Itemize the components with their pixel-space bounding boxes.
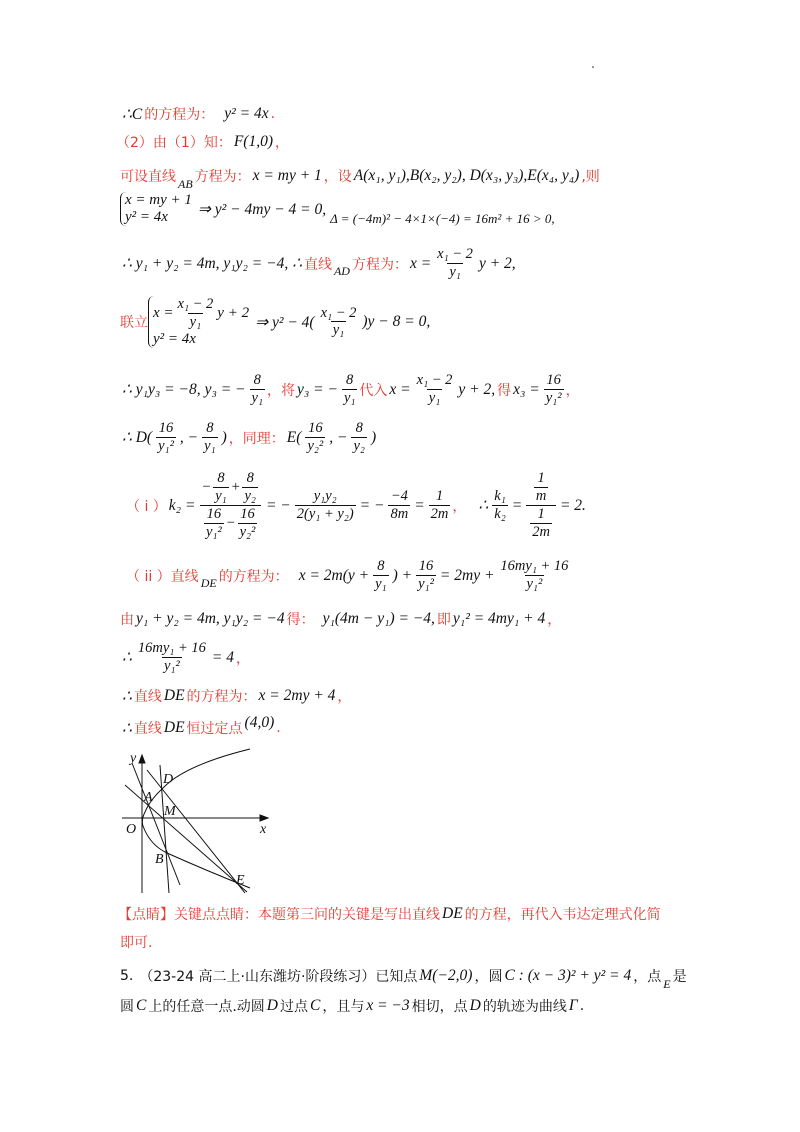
denominator: y₁ — [204, 437, 216, 454]
math: , − — [329, 428, 348, 446]
fraction — [544, 372, 564, 407]
text: 上的任意一点.动圆 — [148, 999, 265, 1015]
text: ，同理： — [228, 430, 285, 447]
text: 方程为： — [194, 169, 251, 185]
math: ∴ — [122, 687, 132, 705]
fraction — [250, 372, 265, 407]
math: x = −3 — [366, 997, 410, 1014]
text: 相切，点 — [411, 999, 468, 1015]
numerator: −4 — [390, 488, 408, 505]
denominator: y₁ — [251, 389, 263, 406]
text: 直线 — [133, 721, 162, 737]
fraction — [156, 420, 176, 455]
numerator: y₁y₂ — [313, 488, 337, 505]
text: （2）由（1）知： — [116, 135, 232, 151]
math: AD — [333, 264, 350, 279]
math: ∴ D( — [122, 429, 153, 447]
math: = 4 — [211, 648, 234, 666]
line-from-vieta — [120, 609, 561, 629]
math: ) — [221, 428, 227, 446]
numerator: 16 — [418, 558, 434, 574]
denominator: y₁² — [545, 389, 562, 406]
text: 可设直线 — [120, 169, 176, 185]
math: x = my + 1 — [125, 192, 192, 208]
text: 方程为： — [351, 256, 408, 273]
numerator: 16 — [158, 420, 174, 436]
denominator: y₁ — [343, 389, 356, 406]
denominator: y₂² — [239, 523, 256, 540]
problem-5-line1 — [120, 966, 687, 991]
text: ， — [452, 498, 467, 515]
math: − — [225, 514, 236, 531]
fraction — [213, 470, 228, 505]
label-a: A — [144, 790, 153, 805]
denominator: y₁² — [158, 437, 174, 454]
denominator: y₁ — [189, 313, 202, 330]
numerator: 16 — [206, 506, 222, 523]
denominator: y₁ — [375, 575, 387, 592]
denominator: y₁ — [332, 322, 345, 339]
line-system-ab — [120, 192, 557, 226]
line-c-equation — [120, 104, 275, 124]
denominator: y₁² — [526, 575, 543, 592]
math: AB — [178, 176, 193, 191]
line-de — [147, 770, 245, 893]
numerator: 1 — [537, 506, 545, 523]
fraction — [242, 470, 257, 505]
fraction — [319, 305, 359, 340]
equation-system — [120, 192, 192, 226]
numerator: 8 — [253, 372, 261, 388]
numerator: x₁ − 2 — [416, 372, 453, 388]
denominator: y₁ — [449, 263, 461, 280]
line-part2 — [116, 132, 289, 152]
numerator: k₁ — [494, 488, 506, 505]
numerator: 16 — [546, 372, 561, 388]
math: ∴C — [122, 105, 143, 123]
equation-system — [148, 296, 249, 348]
denominator: y₁² — [163, 657, 180, 674]
label-y: y — [130, 751, 137, 766]
fraction — [498, 558, 570, 593]
line-fixed-point — [120, 714, 281, 738]
math: Γ — [568, 997, 578, 1014]
text: ， — [547, 612, 562, 628]
numerator: 8 — [377, 558, 385, 574]
denominator: y₂ — [353, 437, 365, 454]
fraction — [204, 506, 224, 541]
line-equals-4 — [120, 640, 250, 675]
text: ， — [565, 382, 580, 399]
math: y + 2 — [217, 305, 250, 322]
math: ∴ y₁ + y₂ = 4m, y₁y₂ = −4, ∴ — [122, 255, 302, 273]
text: . — [270, 106, 276, 122]
text: 直线 — [133, 689, 162, 705]
math: x = 2my + 4 — [258, 687, 336, 704]
math: x = — [389, 380, 411, 398]
fraction — [416, 558, 436, 593]
denominator — [526, 505, 556, 541]
text: 的轨迹为曲线 — [482, 999, 567, 1015]
math: y + 2, — [458, 380, 496, 398]
numerator: x₁ − 2 — [437, 246, 473, 262]
numerator: 8 — [355, 420, 363, 436]
text: （23-24 高二上·山东潍坊·阶段练习）已知点 — [139, 969, 418, 985]
math: = — [414, 496, 425, 514]
text: （ ii ）直线 — [126, 568, 199, 585]
denominator: m — [535, 487, 547, 504]
text: 是 — [672, 969, 687, 985]
math: y² = 4x — [125, 209, 168, 225]
numerator: 8 — [346, 372, 354, 388]
denominator: 8m — [390, 505, 409, 522]
math: ∴ y₁y₃ = −8, — [122, 381, 201, 399]
math: y² = 4x — [153, 331, 196, 348]
math: E — [663, 976, 671, 991]
denominator: 2(y₁ + y₂) — [296, 505, 354, 522]
text: 的方程为： — [144, 107, 215, 123]
line-part-ii — [126, 558, 572, 593]
label-x: x — [260, 822, 267, 837]
math: C — [310, 997, 321, 1014]
key-point-note — [118, 904, 661, 924]
line-set-ab — [120, 166, 600, 191]
math: ⇒ y² − 4( — [255, 313, 315, 331]
text: ，设 — [323, 169, 352, 185]
math: + — [230, 479, 241, 496]
math: k₂ = — [168, 496, 196, 514]
math: = 2. — [559, 496, 586, 514]
denominator: y₁ — [215, 487, 227, 504]
math: (4,0) — [244, 714, 275, 731]
fraction — [136, 640, 208, 675]
math: ⇒ y² − 4my − 4 = 0, — [197, 200, 327, 218]
x-arrow-icon — [260, 815, 268, 821]
line-ad — [120, 246, 518, 281]
math: C : (x − 3)² + y² = 4 — [504, 967, 632, 984]
numerator: x₁ − 2 — [320, 304, 357, 321]
denominator: y₂ — [244, 487, 256, 504]
line-y3 — [120, 372, 580, 407]
math: y₁(4m − y₁) = −4, — [322, 610, 435, 627]
math: = − — [359, 496, 385, 514]
numerator: 8 — [246, 470, 254, 486]
text: 得 — [497, 382, 512, 399]
fraction — [415, 372, 455, 407]
text: 圆 — [120, 999, 134, 1015]
fraction — [429, 488, 451, 523]
label-e: E — [236, 873, 245, 888]
math: y² = 4x — [224, 105, 269, 122]
label-o: O — [126, 822, 137, 837]
text: 恒过定点 — [186, 721, 243, 737]
math: D — [266, 997, 278, 1014]
math: )y − 8 = 0, — [362, 313, 431, 331]
numerator: 16my₁ + 16 — [137, 640, 206, 656]
fraction — [176, 296, 216, 331]
text: ,则 — [581, 169, 600, 185]
text: ，将 — [267, 382, 295, 399]
fraction — [530, 506, 552, 541]
label-b: B — [155, 852, 164, 867]
text: . — [579, 998, 585, 1014]
fraction — [435, 246, 475, 281]
math: DE — [163, 719, 185, 736]
math: A(x₁, y₁),B(x₂, y₂), D(x₃, y₃),E(x₄, y₄) — [353, 167, 580, 184]
numerator: 1 — [537, 470, 545, 486]
numerator: 16my₁ + 16 — [500, 558, 569, 574]
denominator: y₁² — [418, 575, 434, 592]
math: y₃ = − — [297, 380, 338, 398]
fraction — [351, 420, 366, 455]
line-part-i — [126, 470, 588, 541]
numerator: 8 — [217, 470, 225, 486]
denominator: k₂ — [494, 505, 506, 522]
text: ，圆 — [474, 969, 503, 985]
denominator: 2m — [532, 523, 550, 540]
problem-5-line2 — [120, 996, 584, 1016]
text: 得： — [286, 612, 315, 628]
math: ∴ — [122, 719, 132, 737]
text: . — [276, 720, 281, 736]
text: 由 — [120, 612, 134, 628]
fraction — [202, 420, 217, 455]
problem-number: 5. — [120, 968, 134, 984]
math: ∴ — [478, 497, 489, 515]
numerator — [530, 470, 552, 505]
math: y₃ = − — [204, 380, 246, 398]
math: M(−2,0) — [419, 967, 473, 984]
label-d: D — [163, 772, 174, 787]
denominator — [200, 505, 261, 541]
math: ) + — [392, 566, 413, 584]
math: y₁² = 4my₁ + 4 — [452, 610, 546, 627]
math: , − — [179, 428, 199, 446]
math: y₁ + y₂ = 4m, y₁y₂ = −4 — [136, 610, 285, 627]
math: ∴ — [122, 649, 132, 667]
denominator: 2m — [430, 505, 449, 522]
fraction — [388, 488, 410, 523]
line-simultaneous — [120, 296, 432, 348]
fraction — [238, 506, 258, 541]
text: 【点睛】关键点点睛：本题第三问的关键是写出直线 — [118, 907, 440, 923]
numerator: 1 — [435, 488, 444, 505]
parabola-figure — [110, 745, 290, 895]
line-d-e-points — [120, 420, 378, 455]
text: ，点 — [633, 969, 662, 985]
text: 过点 — [280, 999, 308, 1015]
math: D — [469, 997, 481, 1014]
math: = − — [265, 496, 291, 514]
text: 即 — [436, 612, 451, 628]
math: x = 2m(y + — [298, 566, 370, 584]
math: y + 2, — [478, 254, 516, 272]
fraction — [295, 488, 356, 523]
denominator: y₂² — [307, 437, 324, 454]
math: DE — [163, 687, 185, 704]
math: ) — [370, 428, 377, 446]
text: ， — [275, 135, 289, 151]
line-de-equation — [120, 686, 351, 706]
label-m: M — [164, 804, 176, 819]
compound-fraction — [526, 470, 556, 541]
text: 的方程为： — [186, 689, 257, 705]
math: = 2my + — [439, 566, 495, 584]
compound-fraction — [199, 470, 262, 541]
text: 直线 — [303, 256, 332, 273]
math: x = — [409, 254, 432, 272]
text: 即可. — [120, 935, 153, 951]
text: 的方程，再代入韦达定理式化简 — [464, 907, 661, 923]
numerator: 16 — [308, 420, 323, 436]
math: E( — [286, 428, 302, 446]
math: x₃ = — [513, 380, 540, 398]
fraction — [534, 470, 548, 505]
text: ，且与 — [322, 999, 365, 1015]
numerator: 16 — [240, 506, 255, 523]
math: = — [511, 496, 523, 514]
math: C — [136, 997, 147, 1014]
math: F(1,0) — [233, 133, 273, 150]
denominator: y₁ — [428, 389, 441, 406]
numerator: x₁ − 2 — [177, 296, 214, 312]
page-mark — [592, 66, 594, 68]
text: 代入 — [359, 382, 388, 399]
text: ， — [337, 689, 352, 705]
numerator: 8 — [206, 420, 214, 436]
fraction — [492, 488, 507, 523]
fraction — [305, 420, 325, 455]
math: DE — [200, 576, 217, 591]
text: （ i ） — [126, 498, 167, 515]
text: 联立 — [120, 315, 148, 332]
math: DE — [442, 905, 463, 922]
text: ， — [235, 650, 250, 667]
denominator: y₁² — [205, 523, 222, 540]
y-arrow-icon — [139, 755, 145, 763]
key-point-note-cont — [120, 932, 152, 952]
numerator: − $\frac{8}{\text{y₁}}$ + $\frac{8}{\text{y₂}}$ — [201, 470, 256, 504]
text: 的方程为： — [218, 568, 289, 585]
math: x = — [153, 305, 174, 322]
math: Δ = (−4m)² − 4×1×(−4) = 16m² + 16 > 0, — [330, 211, 555, 226]
math: x = my + 1 — [252, 167, 322, 184]
fraction — [342, 372, 357, 407]
fraction — [373, 558, 388, 593]
